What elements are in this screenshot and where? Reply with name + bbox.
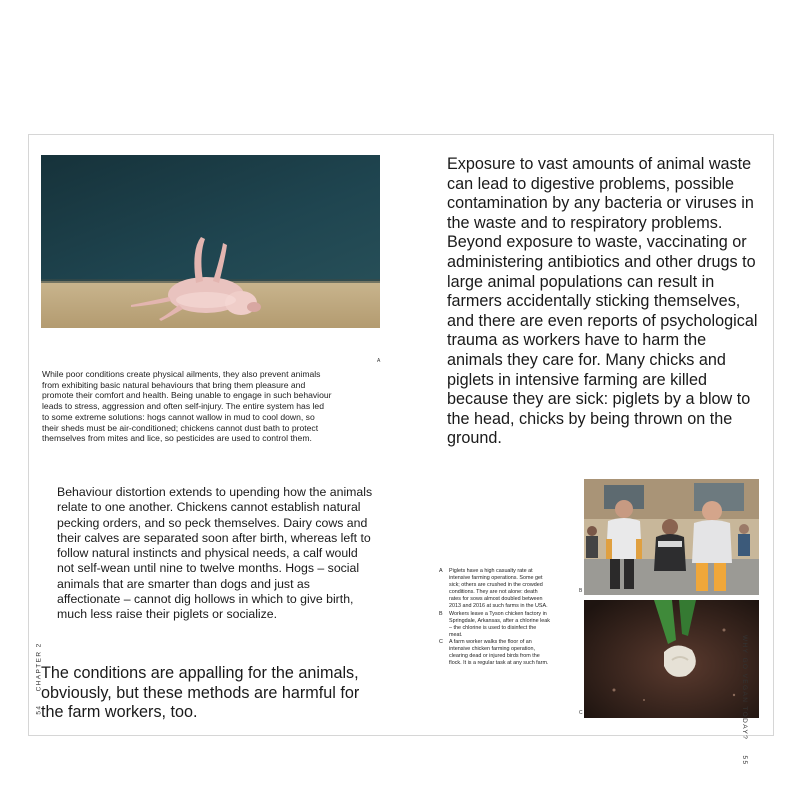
caption-text: Piglets have a high casualty rate at intensive farming operations. Some get sick; others are crushed in the crowded conditions. They are not alone: death rates for sows almost doubled between 2013 and 2016 at such farms in the USA. [449,568,548,610]
page-number-right: 55 [741,755,748,766]
body-paragraph-medium: Behaviour distortion extends to upending how the animals relate to one another. Chickens cannot establish natural pecking orders, and so peck themselves. Dairy cows and their calves are separated soon after birth, whereas left to follow natural instincts and physical needs, a calf would not self-wean until nine to twelve months. Hogs – social animals that are smarter than dogs and just as affectionate – cannot dig hollows in which to give birth, much less raise their piglets or socialize. [57,485,373,622]
right-folio [741,635,748,766]
body-paragraph-large: The conditions are appalling for the animals, obviously, but these methods are harmful for the farm workers, too. [41,664,360,722]
figure-a-marker: A [377,358,381,364]
caption-paragraph: While poor conditions create physical ailments, they also prevent animals from exhibiting basic natural behaviours that bring them pleasure and promote their comfort and health. Being unable to engage in such behaviour leads to stress, aggression and often self-injury. The entire system has led to some extreme solutions: hogs cannot wallow in mud to cool down, so their sheds must be air-conditioned; chickens cannot dust bath to protect themselves from mites and lice, so pesticides are used to control them. [42,369,332,444]
figure-b-marker: B [579,588,583,594]
caption-letter: B [439,610,443,617]
caption-item [439,639,551,667]
caption-item [439,611,551,639]
caption-text: Workers leave a Tyson chicken factory in Springdale, Arkansas, after a chlorine leak – the chlorine is used to disinfect the meat. [449,610,550,638]
left-folio [36,642,43,714]
workers-photo [584,479,759,595]
figure-captions [439,568,551,667]
book-spread [28,134,774,766]
farm-worker-photo [584,600,759,718]
right-page [401,135,773,766]
caption-letter: C [439,638,443,645]
piglet-photo [41,155,380,328]
figure-c-marker: C [579,710,583,716]
body-paragraph-large-right: Exposure to vast amounts of animal waste can lead to digestive problems, possible contamination by any bacteria or viruses in the waste and to respiratory problems. Beyond exposure to waste, vaccinating or administering antibiotics and other drugs to large animal populations can result in farmers accidentally sticking themselves, and there are even reports of psychological trauma as workers have to harm the animals they care for. Many chicks and piglets in intensive farming are killed because they are sick: piglets by a blow to the head, chicks by being thrown on the ground. [447,155,758,448]
left-page [29,135,401,735]
running-head: WHY GO VEGAN TODAY? [741,635,748,741]
caption-letter: A [439,568,443,574]
caption-item [439,568,551,611]
page-number-left: 54 [35,704,43,715]
chapter-label: CHAPTER 2 [35,642,43,692]
caption-text: A farm worker walks the floor of an intensive chicken farming operation, clearing dead or injured birds from the flock. It is a regular task at any such farm. [449,638,549,667]
